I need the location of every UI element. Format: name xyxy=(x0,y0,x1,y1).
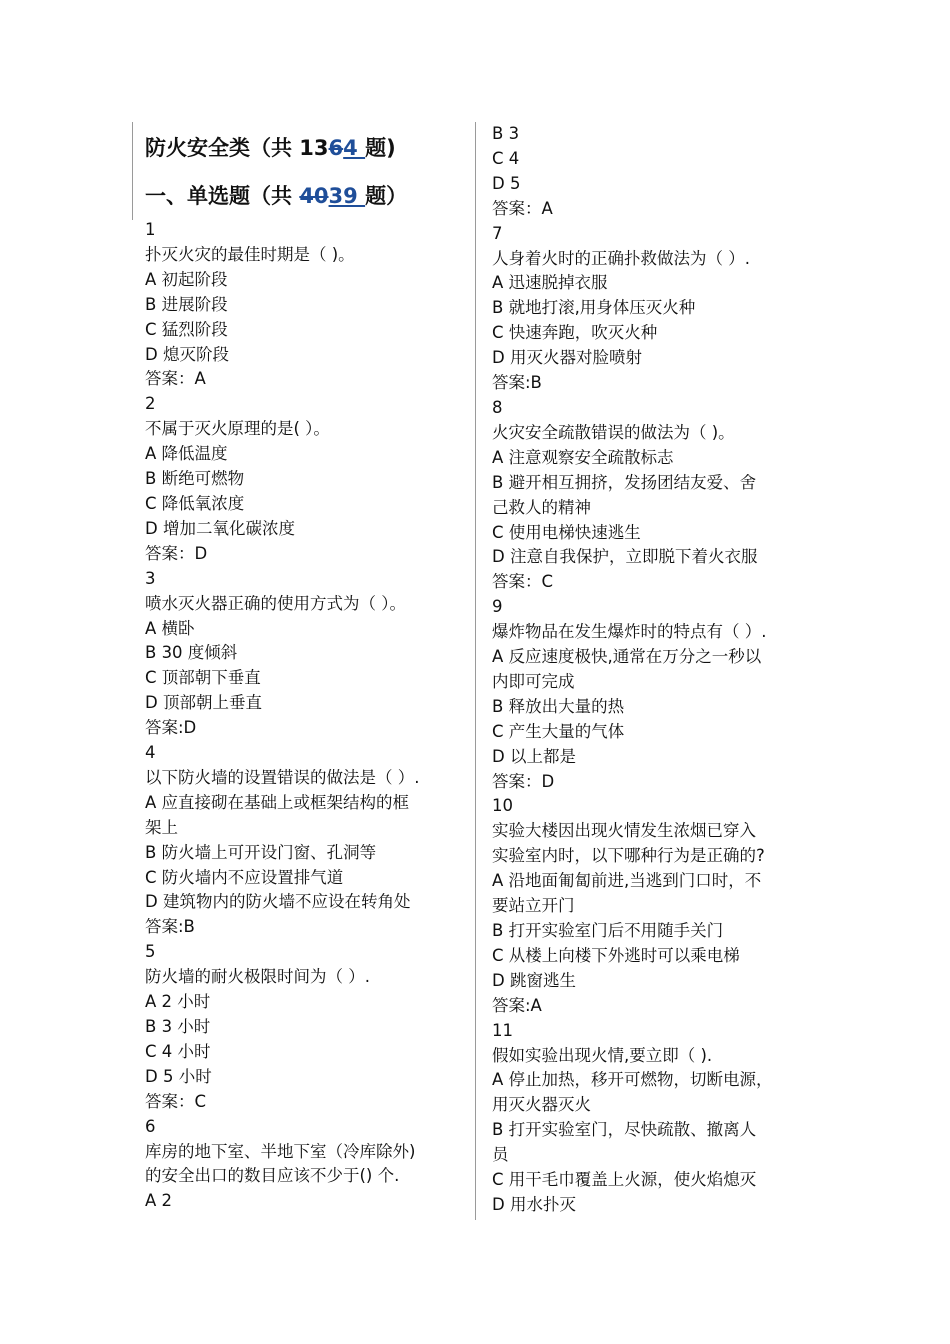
text-line: 答案:A xyxy=(492,995,542,1015)
text-line: 答案:D xyxy=(145,718,197,738)
text-line: 员 xyxy=(492,1145,509,1165)
text-line: B 就地打滚,用身体压灭火种 xyxy=(492,298,696,318)
text-line: 要站立开门 xyxy=(492,896,575,916)
text-line: 防火墙的耐火极限时间为（ ）. xyxy=(145,967,370,987)
text-line: 9 xyxy=(492,597,503,617)
text-line: B 释放出大量的热 xyxy=(492,696,625,716)
text-line: A 应直接砌在基础上或框架结构的框 xyxy=(145,792,410,812)
text-line: 内即可完成 xyxy=(492,671,575,691)
document-title: 防火安全类（共 1364 题) xyxy=(145,136,396,160)
text-line: 4 xyxy=(145,743,156,763)
text-line: 答案：D xyxy=(492,771,555,791)
left-column xyxy=(145,122,463,1214)
text-line: 实验室内时，以下哪种行为是正确的? xyxy=(492,846,765,866)
text-line: 7 xyxy=(492,223,503,243)
text-line: 答案：A xyxy=(145,369,206,389)
text-line: B 打开实验室门，尽快疏散、撤离人 xyxy=(492,1120,757,1140)
inserted-text: 39 xyxy=(328,184,366,208)
left-margin-rule xyxy=(132,122,133,220)
text-line: 用灭火器灭火 xyxy=(492,1095,591,1115)
text-line: 3 xyxy=(145,568,156,588)
text-line: 答案:B xyxy=(492,373,542,393)
text-line: D 增加二氧化碳浓度 xyxy=(145,518,295,538)
text-line: 5 xyxy=(145,942,156,962)
text-line: A 沿地面匍匐前进,当逃到门口时，不 xyxy=(492,871,762,891)
text-line: D 建筑物内的防火墙不应设在转角处 xyxy=(145,892,411,912)
text-line: A 注意观察安全疏散标志 xyxy=(492,447,674,467)
text-line: B 防火墙上可开设门窗、孔洞等 xyxy=(145,842,377,862)
text-line: D 用水扑灭 xyxy=(492,1194,576,1214)
text-line: 以下防火墙的设置错误的做法是（ ）. xyxy=(145,767,420,787)
text-line: 实验大楼因出现火情发生浓烟已穿入 xyxy=(492,821,756,841)
text-line: 8 xyxy=(492,397,503,417)
text-line: D 5 xyxy=(492,173,521,193)
text-line: 答案：C xyxy=(145,1091,207,1111)
deleted-text: 40 xyxy=(299,184,329,208)
text-line: 1 xyxy=(145,220,156,239)
text-line: C 防火墙内不应设置排气道 xyxy=(145,867,344,887)
text-line: D 用灭火器对脸喷射 xyxy=(492,348,642,368)
text-line: C 4 xyxy=(492,148,520,168)
text-line: A 反应速度极快,通常在万分之一秒以 xyxy=(492,647,762,667)
text-line: A 2 小时 xyxy=(145,992,211,1012)
text-line: 的安全出口的数目应该不少于() 个. xyxy=(145,1166,400,1186)
text-line: 喷水灭火器正确的使用方式为（ ）。 xyxy=(145,593,406,613)
text-line: B 3 xyxy=(492,124,520,143)
text-line: 不属于灭火原理的是( ）。 xyxy=(145,419,330,439)
text-line: C 猛烈阶段 xyxy=(145,319,228,339)
text-line: 架上 xyxy=(145,817,178,837)
text-line: D 5 小时 xyxy=(145,1066,212,1086)
text-line: 答案：A xyxy=(492,198,553,218)
section-title: 一、单选题（共 4039 题） xyxy=(145,184,408,208)
text-line: 2 xyxy=(145,394,156,414)
text-line: C 快速奔跑，吹灭火种 xyxy=(492,323,658,343)
text-line: 答案:B xyxy=(145,917,195,937)
right-question-list xyxy=(492,122,814,1218)
text-line: 答案：C xyxy=(492,572,554,592)
text-line: 答案：D xyxy=(145,543,208,563)
text-line: D 注意自我保护，立即脱下着火衣服 xyxy=(492,547,758,567)
column-divider xyxy=(475,122,476,1220)
text-line: B 30 度倾斜 xyxy=(145,643,238,663)
text-line: B 进展阶段 xyxy=(145,294,228,314)
text-line: 6 xyxy=(145,1116,156,1136)
text-line: 10 xyxy=(492,796,513,816)
text-line: C 产生大量的气体 xyxy=(492,721,625,741)
text-line: A 初起阶段 xyxy=(145,269,228,289)
text-line: A 迅速脱掉衣服 xyxy=(492,273,608,293)
text-line: D 顶部朝上垂直 xyxy=(145,693,262,713)
text-line: B 3 小时 xyxy=(145,1017,211,1036)
text-line: A 横卧 xyxy=(145,618,195,638)
text-line: A 停止加热，移开可燃物，切断电源， xyxy=(492,1070,773,1090)
inserted-text: 4 xyxy=(343,136,366,160)
text-line: D 熄灭阶段 xyxy=(145,344,229,364)
text-line: C 4 小时 xyxy=(145,1041,211,1061)
text-line: B 断绝可燃物 xyxy=(145,469,245,489)
text-line: C 使用电梯快速逃生 xyxy=(492,522,641,542)
text-line: B 避开相互拥挤，发扬团结友爱、舍 xyxy=(492,472,757,492)
text-line: C 降低氧浓度 xyxy=(145,493,245,513)
right-column xyxy=(492,122,814,1218)
deleted-text: 6 xyxy=(328,136,344,160)
text-line: 扑灭火灾的最佳时期是（ )。 xyxy=(145,244,355,264)
text-line: C 顶部朝下垂直 xyxy=(145,668,261,688)
text-line: D 以上都是 xyxy=(492,746,576,766)
left-question-list xyxy=(145,218,463,1214)
text-line: 假如实验出现火情,要立即（ ). xyxy=(492,1045,713,1065)
text-line: 己救人的精神 xyxy=(492,497,591,517)
text-line: 人身着火时的正确扑救做法为（ ）. xyxy=(492,248,750,268)
text-line: 11 xyxy=(492,1020,513,1040)
text-line: B 打开实验室门后不用随手关门 xyxy=(492,921,724,940)
text-line: A 降低温度 xyxy=(145,444,228,464)
text-line: D 跳窗逃生 xyxy=(492,970,576,990)
text-line: C 从楼上向楼下外逃时可以乘电梯 xyxy=(492,945,740,965)
text-line: A 2 xyxy=(145,1191,173,1211)
text-line: 库房的地下室、半地下室（冷库除外) xyxy=(145,1141,416,1161)
text-line: 火灾安全疏散错误的做法为（ )。 xyxy=(492,422,735,442)
text-line: C 用干毛巾覆盖上火源，使火焰熄灭 xyxy=(492,1170,757,1190)
text-line: 爆炸物品在发生爆炸时的特点有（ ）. xyxy=(492,622,767,642)
